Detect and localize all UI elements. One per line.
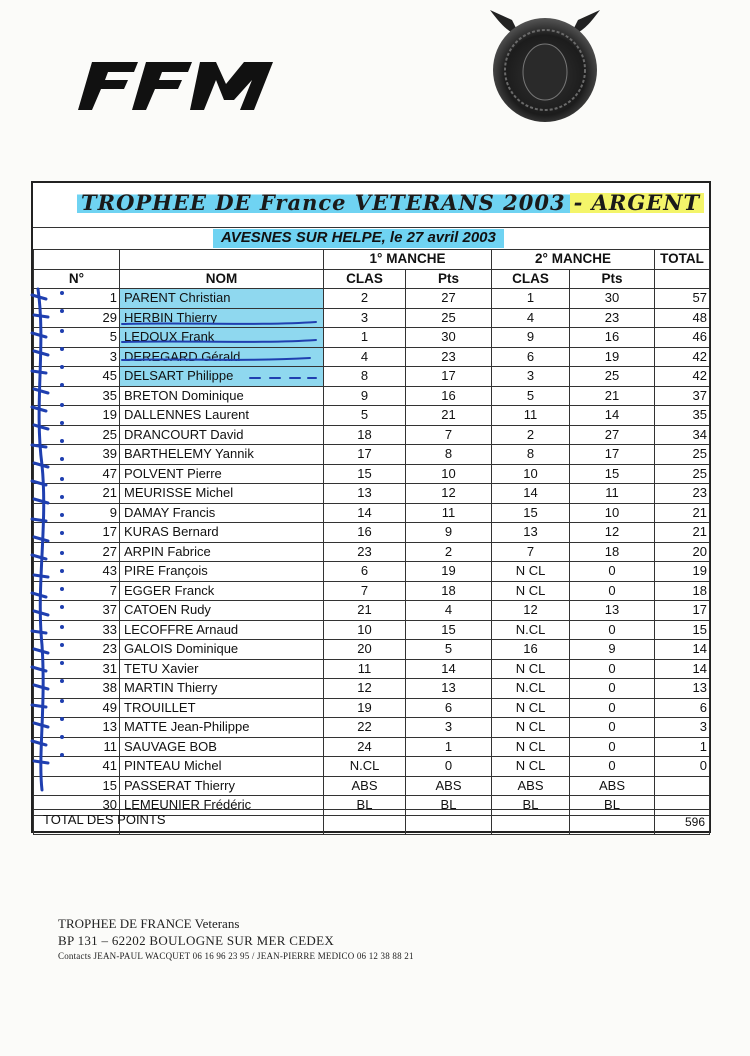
table-row xyxy=(34,367,710,387)
results-body xyxy=(34,289,710,835)
total-points: 42 xyxy=(655,347,710,367)
rank-number: 21 xyxy=(34,484,120,504)
clas-1: 22 xyxy=(324,718,406,738)
table-row xyxy=(34,425,710,445)
rank-number: 11 xyxy=(34,737,120,757)
table-row xyxy=(34,406,710,426)
clas-2: 6 xyxy=(492,347,570,367)
table-row xyxy=(34,718,710,738)
header-row-2 xyxy=(34,269,710,289)
header-total: TOTAL xyxy=(655,250,710,270)
pts-1: 16 xyxy=(406,386,492,406)
clas-2: N CL xyxy=(492,698,570,718)
pts-2: 0 xyxy=(570,620,655,640)
rank-number: 31 xyxy=(34,659,120,679)
rider-name: DELSART Philippe xyxy=(120,367,324,387)
footer-org: TROPHEE DE FRANCE Veterans xyxy=(58,916,240,931)
pts-2: 14 xyxy=(570,406,655,426)
total-points: 57 xyxy=(655,289,710,309)
total-points-row xyxy=(33,809,709,832)
rank-number: 33 xyxy=(34,620,120,640)
clas-1: 9 xyxy=(324,386,406,406)
header-pts-2: Pts xyxy=(570,269,655,289)
table-row xyxy=(34,679,710,699)
clas-2: 5 xyxy=(492,386,570,406)
clas-2: N CL xyxy=(492,581,570,601)
event-subtitle: AVESNES SUR HELPE, le 27 avril 2003 xyxy=(213,227,504,249)
rank-number: 35 xyxy=(34,386,120,406)
results-sheet xyxy=(31,181,711,833)
table-row xyxy=(34,484,710,504)
table-row xyxy=(34,737,710,757)
pts-1: 2 xyxy=(406,542,492,562)
clas-1: 12 xyxy=(324,679,406,699)
pts-1: 6 xyxy=(406,698,492,718)
clas-2: N CL xyxy=(492,737,570,757)
clas-2: 11 xyxy=(492,406,570,426)
rank-number: 13 xyxy=(34,718,120,738)
title-category: - ARGENT xyxy=(570,190,705,215)
pts-1: 18 xyxy=(406,581,492,601)
pts-1: 23 xyxy=(406,347,492,367)
footer-contacts: Contacts JEAN-PAUL WACQUET 06 16 96 23 95 / JEAN-PIERRE MEDICO 06 12 38 88 21 xyxy=(58,951,414,961)
rider-name: MEURISSE Michel xyxy=(120,484,324,504)
table-row xyxy=(34,562,710,582)
pts-1: 10 xyxy=(406,464,492,484)
rank-number: 19 xyxy=(34,406,120,426)
clas-2: N CL xyxy=(492,659,570,679)
clas-2: 12 xyxy=(492,601,570,621)
table-row xyxy=(34,640,710,660)
header-blank-num xyxy=(34,250,120,270)
pts-1: 11 xyxy=(406,503,492,523)
header-name: NOM xyxy=(120,269,324,289)
rider-name: DRANCOURT David xyxy=(120,425,324,445)
rider-name: KURAS Bernard xyxy=(120,523,324,543)
pts-2: 0 xyxy=(570,581,655,601)
pts-1: 30 xyxy=(406,328,492,348)
rider-name: DALLENNES Laurent xyxy=(120,406,324,426)
total-points: 25 xyxy=(655,464,710,484)
results-table xyxy=(33,249,710,835)
rider-name: CATOEN Rudy xyxy=(120,601,324,621)
clas-1: 24 xyxy=(324,737,406,757)
total-points: 42 xyxy=(655,367,710,387)
rider-name: LECOFFRE Arnaud xyxy=(120,620,324,640)
clas-2: 2 xyxy=(492,425,570,445)
clas-2: 4 xyxy=(492,308,570,328)
table-row xyxy=(34,347,710,367)
pts-2: 23 xyxy=(570,308,655,328)
total-points: 1 xyxy=(655,737,710,757)
pts-2: 21 xyxy=(570,386,655,406)
rank-number: 43 xyxy=(34,562,120,582)
table-row xyxy=(34,445,710,465)
clas-1: 21 xyxy=(324,601,406,621)
pts-1: 21 xyxy=(406,406,492,426)
total-points: 14 xyxy=(655,659,710,679)
table-row xyxy=(34,503,710,523)
clas-2: 3 xyxy=(492,367,570,387)
pts-1: 12 xyxy=(406,484,492,504)
rider-name: LEMEUNIER Frédéric xyxy=(120,796,324,816)
pts-1: 17 xyxy=(406,367,492,387)
rank-number: 1 xyxy=(34,289,120,309)
table-row xyxy=(34,620,710,640)
header-blank-name xyxy=(120,250,324,270)
footer-address: BP 131 – 62202 BOULOGNE SUR MER CEDEX xyxy=(58,933,335,948)
rank-number: 39 xyxy=(34,445,120,465)
table-row xyxy=(34,289,710,309)
table-row xyxy=(34,386,710,406)
total-points: 15 xyxy=(655,620,710,640)
rank-number: 37 xyxy=(34,601,120,621)
rank-number: 45 xyxy=(34,367,120,387)
rider-name: SAUVAGE BOB xyxy=(120,737,324,757)
clas-1: 11 xyxy=(324,659,406,679)
pts-1: 5 xyxy=(406,640,492,660)
table-row xyxy=(34,542,710,562)
total-points: 35 xyxy=(655,406,710,426)
total-points: 6 xyxy=(655,698,710,718)
rider-name: POLVENT Pierre xyxy=(120,464,324,484)
rank-number: 25 xyxy=(34,425,120,445)
header-clas-1: CLAS xyxy=(324,269,406,289)
pts-2: 0 xyxy=(570,562,655,582)
rider-name: PINTEAU Michel xyxy=(120,757,324,777)
table-row xyxy=(34,308,710,328)
rank-number: 23 xyxy=(34,640,120,660)
total-points-value: 596 xyxy=(684,815,705,829)
pts-2: 13 xyxy=(570,601,655,621)
pts-2: 17 xyxy=(570,445,655,465)
clas-2: N CL xyxy=(492,718,570,738)
pts-2: 0 xyxy=(570,718,655,738)
total-points: 48 xyxy=(655,308,710,328)
rider-name: MATTE Jean-Philippe xyxy=(120,718,324,738)
pts-1: 4 xyxy=(406,601,492,621)
rider-name: BRETON Dominique xyxy=(120,386,324,406)
rank-number: 30 xyxy=(34,796,120,816)
table-row xyxy=(34,464,710,484)
rank-number: 41 xyxy=(34,757,120,777)
clas-1: 2 xyxy=(324,289,406,309)
clas-1: 20 xyxy=(324,640,406,660)
subtitle-row xyxy=(33,227,709,250)
pts-2: 0 xyxy=(570,698,655,718)
pts-2: 0 xyxy=(570,737,655,757)
clas-1: 14 xyxy=(324,503,406,523)
clas-2: 7 xyxy=(492,542,570,562)
page-title xyxy=(77,187,704,219)
clas-1: 23 xyxy=(324,542,406,562)
header-pts-1: Pts xyxy=(406,269,492,289)
title-row xyxy=(33,183,709,228)
clas-2: 14 xyxy=(492,484,570,504)
clas-2: 8 xyxy=(492,445,570,465)
rank-number: 15 xyxy=(34,776,120,796)
clas-1: ABS xyxy=(324,776,406,796)
pts-2: 0 xyxy=(570,757,655,777)
table-row xyxy=(34,776,710,796)
clas-1: 3 xyxy=(324,308,406,328)
rider-name: TETU Xavier xyxy=(120,659,324,679)
total-points: 18 xyxy=(655,581,710,601)
clas-2: 16 xyxy=(492,640,570,660)
rider-name: TROUILLET xyxy=(120,698,324,718)
clas-1: BL xyxy=(324,796,406,816)
rank-number: 17 xyxy=(34,523,120,543)
total-points: 23 xyxy=(655,484,710,504)
table-row xyxy=(34,698,710,718)
clas-1: 7 xyxy=(324,581,406,601)
rank-number: 5 xyxy=(34,328,120,348)
clas-2: 13 xyxy=(492,523,570,543)
clas-2: 1 xyxy=(492,289,570,309)
clas-1: 16 xyxy=(324,523,406,543)
clas-1: 18 xyxy=(324,425,406,445)
total-points: 3 xyxy=(655,718,710,738)
clas-1: 1 xyxy=(324,328,406,348)
rider-name: DAMAY Francis xyxy=(120,503,324,523)
pts-2: 10 xyxy=(570,503,655,523)
rider-name: DEREGARD Gérald xyxy=(120,347,324,367)
rank-number: 27 xyxy=(34,542,120,562)
clas-1: 17 xyxy=(324,445,406,465)
clas-1: 13 xyxy=(324,484,406,504)
header-manche-1: 1° MANCHE xyxy=(324,250,492,270)
pts-2: 11 xyxy=(570,484,655,504)
pts-1: 25 xyxy=(406,308,492,328)
pts-1: 7 xyxy=(406,425,492,445)
total-points: 0 xyxy=(655,757,710,777)
clas-1: 15 xyxy=(324,464,406,484)
rider-name: MARTIN Thierry xyxy=(120,679,324,699)
rider-name: PIRE François xyxy=(120,562,324,582)
clas-1: N.CL xyxy=(324,757,406,777)
total-points: 21 xyxy=(655,503,710,523)
total-points: 17 xyxy=(655,601,710,621)
header-total-blank xyxy=(655,269,710,289)
total-points: 46 xyxy=(655,328,710,348)
clas-2: N.CL xyxy=(492,620,570,640)
rank-number: 49 xyxy=(34,698,120,718)
clas-2: N.CL xyxy=(492,679,570,699)
total-points: 20 xyxy=(655,542,710,562)
pts-2: 25 xyxy=(570,367,655,387)
header-manche-2: 2° MANCHE xyxy=(492,250,655,270)
pts-2: 19 xyxy=(570,347,655,367)
pts-1: 9 xyxy=(406,523,492,543)
header-clas-2: CLAS xyxy=(492,269,570,289)
pts-1: 19 xyxy=(406,562,492,582)
pts-1: 3 xyxy=(406,718,492,738)
pts-2: 18 xyxy=(570,542,655,562)
pts-2: 9 xyxy=(570,640,655,660)
clas-2: 9 xyxy=(492,328,570,348)
footer xyxy=(58,916,414,961)
clas-2: N CL xyxy=(492,757,570,777)
table-row xyxy=(34,581,710,601)
rank-number: 9 xyxy=(34,503,120,523)
pts-1: 0 xyxy=(406,757,492,777)
pts-1: ABS xyxy=(406,776,492,796)
table-row xyxy=(34,757,710,777)
pts-2: 30 xyxy=(570,289,655,309)
rider-name: PARENT Christian xyxy=(120,289,324,309)
clas-1: 10 xyxy=(324,620,406,640)
total-points: 19 xyxy=(655,562,710,582)
pts-1: BL xyxy=(406,796,492,816)
clas-2: N CL xyxy=(492,562,570,582)
pts-1: 1 xyxy=(406,737,492,757)
club-seal xyxy=(482,6,608,124)
pts-1: 15 xyxy=(406,620,492,640)
header-num: N° xyxy=(34,269,120,289)
ffm-logo xyxy=(78,62,273,110)
pts-2: BL xyxy=(570,796,655,816)
rank-number: 7 xyxy=(34,581,120,601)
rank-number: 29 xyxy=(34,308,120,328)
clas-1: 6 xyxy=(324,562,406,582)
total-points: 25 xyxy=(655,445,710,465)
pts-1: 27 xyxy=(406,289,492,309)
rider-name: EGGER Franck xyxy=(120,581,324,601)
total-points: 13 xyxy=(655,679,710,699)
clas-1: 19 xyxy=(324,698,406,718)
pts-2: 0 xyxy=(570,659,655,679)
clas-2: 10 xyxy=(492,464,570,484)
table-row xyxy=(34,328,710,348)
rider-name: LEDOUX Frank xyxy=(120,328,324,348)
table-row xyxy=(34,601,710,621)
rider-name: HERBIN Thierry xyxy=(120,308,324,328)
header-row-1 xyxy=(34,250,710,270)
rider-name: GALOIS Dominique xyxy=(120,640,324,660)
pts-2: 16 xyxy=(570,328,655,348)
total-points: 34 xyxy=(655,425,710,445)
title-main: TROPHEE DE France VETERANS 2003 xyxy=(77,190,570,215)
rank-number: 47 xyxy=(34,464,120,484)
clas-2: 15 xyxy=(492,503,570,523)
table-row xyxy=(34,523,710,543)
clas-1: 5 xyxy=(324,406,406,426)
total-points: 37 xyxy=(655,386,710,406)
pts-1: 8 xyxy=(406,445,492,465)
clas-1: 4 xyxy=(324,347,406,367)
pts-2: 12 xyxy=(570,523,655,543)
clas-1: 8 xyxy=(324,367,406,387)
logo-text: FFM xyxy=(78,62,81,63)
pts-2: 15 xyxy=(570,464,655,484)
pts-2: 27 xyxy=(570,425,655,445)
rider-name: ARPIN Fabrice xyxy=(120,542,324,562)
clas-2: ABS xyxy=(492,776,570,796)
pts-1: 13 xyxy=(406,679,492,699)
clas-2: BL xyxy=(492,796,570,816)
total-points: 21 xyxy=(655,523,710,543)
rank-number: 3 xyxy=(34,347,120,367)
total-points xyxy=(655,776,710,796)
rank-number: 38 xyxy=(34,679,120,699)
rider-name: BARTHELEMY Yannik xyxy=(120,445,324,465)
pts-1: 14 xyxy=(406,659,492,679)
total-points: 14 xyxy=(655,640,710,660)
handwritten-margin-marks xyxy=(28,285,68,795)
pts-2: 0 xyxy=(570,679,655,699)
table-row xyxy=(34,659,710,679)
total-points-label: TOTAL DES POINTS xyxy=(43,812,166,827)
pts-2: ABS xyxy=(570,776,655,796)
rider-name: PASSERAT Thierry xyxy=(120,776,324,796)
